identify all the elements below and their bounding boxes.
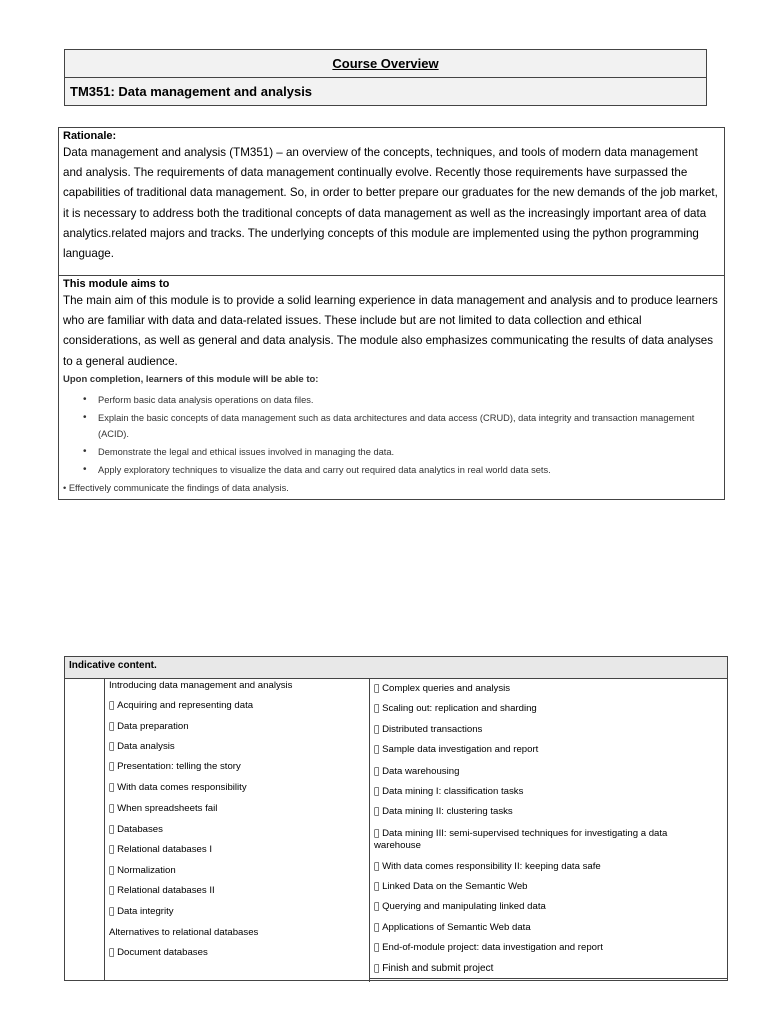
- module-title: TM351: Data management and analysis: [70, 84, 313, 99]
- topic-item: Acquiring and representing data: [109, 700, 246, 711]
- checkbox-icon: [374, 882, 379, 892]
- topic-item: Relational databases II: [109, 885, 207, 896]
- topic-item: Applications of Semantic Web data: [374, 922, 523, 933]
- checkbox-icon: [109, 907, 114, 917]
- topic-item: Data analysis: [109, 741, 167, 752]
- topic-item: Sample data investigation and report: [374, 744, 531, 755]
- rationale-box: [58, 127, 725, 500]
- last-outcome: • Effectively communicate the findings of data analysis.: [63, 482, 289, 493]
- checkbox-icon: [374, 923, 379, 933]
- empty-column: [65, 678, 105, 981]
- checkbox-icon: [109, 866, 114, 876]
- topic-item: Relational databases I: [109, 844, 204, 855]
- checkbox-icon: [374, 902, 379, 912]
- rationale-section: [59, 128, 724, 276]
- topic-item: Distributed transactions: [374, 724, 475, 735]
- bullet-icon: •: [83, 463, 87, 475]
- topic-item: Presentation: telling the story: [109, 761, 233, 772]
- checkbox-icon: [109, 742, 114, 752]
- topic-item: Document databases: [109, 947, 200, 958]
- topic-item: With data comes responsibility II: keeping data safe: [374, 861, 593, 872]
- topic-item: Introducing data management and analysis: [109, 680, 293, 691]
- topic-item: Finish and submit project: [374, 963, 486, 974]
- checkbox-icon: [109, 783, 114, 793]
- aims-section: [59, 276, 724, 496]
- course-overview-box: [64, 49, 707, 106]
- checkbox-icon: [374, 725, 379, 735]
- checkbox-icon: [109, 701, 114, 711]
- topic-item: Linked Data on the Semantic Web: [374, 881, 520, 892]
- checkbox-icon: [109, 845, 114, 855]
- course-overview-heading: Course Overview: [65, 50, 706, 78]
- list-item: • Apply exploratory techniques to visualize the data and carry out required data analytics in real world data sets.: [83, 462, 720, 478]
- list-item: • Explain the basic concepts of data management such as data architectures and data access (CRUD), data integrity and transaction management (ACID).: [83, 411, 695, 439]
- topic-item: Data warehousing: [374, 766, 452, 777]
- checkbox-icon: [109, 804, 114, 814]
- checkbox-icon: [109, 886, 114, 896]
- rationale-text: Data management and analysis (TM351) – an overview of the concepts, techniques, and tools of modern data management and analysis. The requirements of data management continually evolve. Recently those requirements have surpassed the capabilities of traditional data management. So, in order to better prepare our graduates for the new demands of the job market, it is necessary to address both the traditional concepts of data management as well as the increasingly important area of data analytics.related majors and tracks. The underlying concepts of this module are implemented using the python programming language.: [63, 146, 718, 261]
- topic-item: Data mining I: classification tasks: [374, 786, 516, 797]
- checkbox-icon: [374, 684, 379, 694]
- topic-item: Databases: [109, 824, 155, 835]
- checkbox-icon: [374, 862, 379, 872]
- checkbox-icon: [109, 948, 114, 958]
- checkbox-icon: [374, 807, 379, 817]
- topic-item: With data comes responsibility: [109, 782, 239, 793]
- topic-item: Data integrity: [109, 906, 166, 917]
- topic-item: Complex queries and analysis: [374, 683, 502, 694]
- checkbox-icon: [109, 762, 114, 772]
- checkbox-icon: [374, 943, 379, 953]
- indicative-content-table: [64, 656, 728, 981]
- topic-item: Data mining II: clustering tasks: [374, 806, 505, 817]
- checkbox-icon: [374, 829, 379, 839]
- bullet-icon: •: [83, 445, 87, 457]
- list-item: • Perform basic data analysis operations on data files.: [83, 392, 720, 408]
- aims-title: This module aims to: [63, 278, 170, 290]
- checkbox-icon: [109, 825, 114, 835]
- topic-item: Data mining III: semi-supervised techniques for investigating a data warehouse: [374, 828, 660, 851]
- topic-item: Alternatives to relational databases: [109, 927, 259, 938]
- bullet-icon: •: [83, 393, 87, 405]
- completion-heading: Upon completion, learners of this module will be able to:: [63, 373, 319, 385]
- checkbox-icon: [374, 964, 379, 974]
- indicative-heading: Indicative content.: [65, 657, 727, 679]
- topic-item: Data preparation: [109, 721, 181, 732]
- outcomes-list: [63, 392, 720, 478]
- topic-item: Querying and manipulating linked data: [374, 901, 538, 912]
- rationale-title: Rationale:: [63, 130, 117, 142]
- topics-column-right: [369, 678, 728, 979]
- aims-text: The main aim of this module is to provide a solid learning experience in data management and analysis and to produce learners who are familiar with data and data-related issues. These include but are not limited to data collection and ethical considerations, as well as general and data analysis. The module also emphasizes communicating the results of data analyses to a general audience.: [63, 294, 718, 368]
- list-item: • Demonstrate the legal and ethical issues involved in managing the data.: [83, 444, 720, 460]
- checkbox-icon: [374, 787, 379, 797]
- topic-item: Normalization: [109, 865, 168, 876]
- bullet-icon: •: [83, 411, 87, 423]
- topic-item: Scaling out: replication and sharding: [374, 703, 529, 714]
- topic-item: End-of-module project: data investigation and report: [374, 942, 595, 953]
- topics-column-left: [104, 678, 370, 982]
- checkbox-icon: [374, 767, 379, 777]
- topic-item: When spreadsheets fail: [109, 803, 210, 814]
- checkbox-icon: [109, 722, 114, 732]
- checkbox-icon: [374, 704, 379, 714]
- checkbox-icon: [374, 745, 379, 755]
